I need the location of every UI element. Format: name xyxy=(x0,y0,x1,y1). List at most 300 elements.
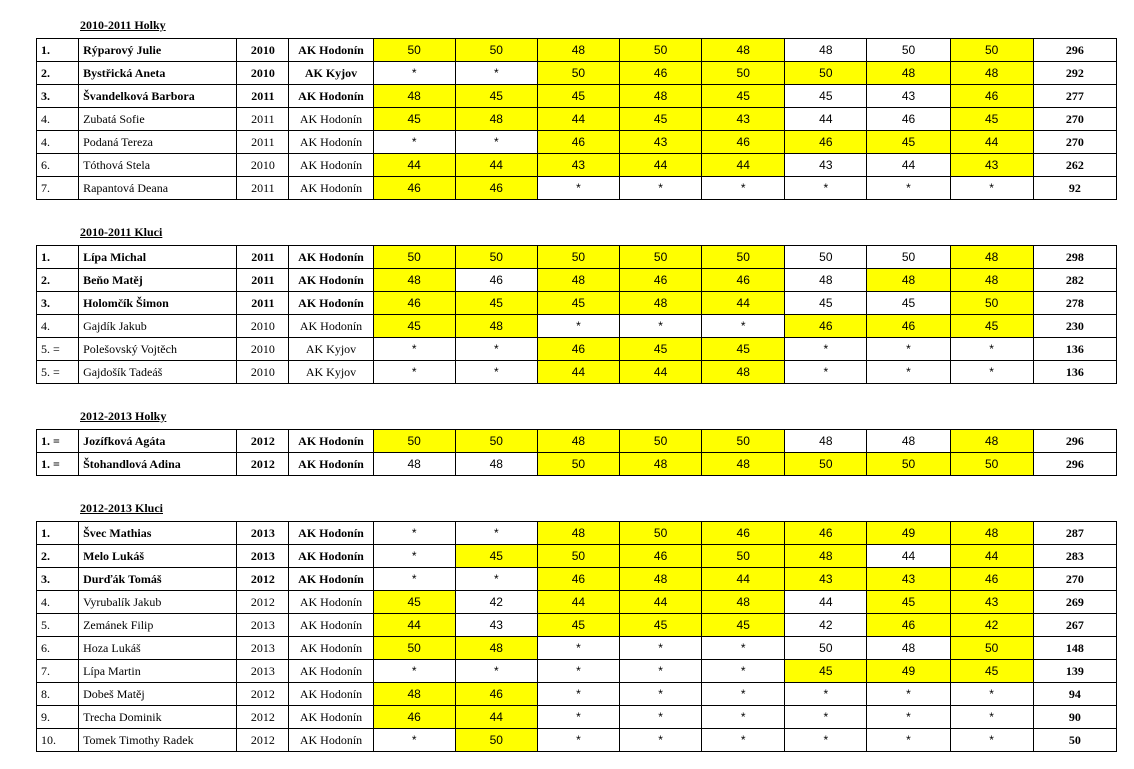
score-cell: 48 xyxy=(950,62,1033,85)
score-cell: * xyxy=(702,683,785,706)
score-cell: 50 xyxy=(950,39,1033,62)
club-cell: AK Hodonín xyxy=(289,706,373,729)
section-title: 2012-2013 Holky xyxy=(80,409,167,423)
score-cell: 48 xyxy=(620,85,702,108)
section-title: 2010-2011 Holky xyxy=(80,18,166,32)
score-cell: 48 xyxy=(785,39,867,62)
score-cell: 42 xyxy=(455,591,537,614)
score-cell: 50 xyxy=(537,453,619,476)
birth-year-cell: 2013 xyxy=(237,637,289,660)
table-row xyxy=(37,338,1117,361)
score-cell: 46 xyxy=(702,269,785,292)
score-cell: 46 xyxy=(785,315,867,338)
score-cell: 50 xyxy=(785,246,867,269)
score-cell: 48 xyxy=(867,62,950,85)
table-row xyxy=(37,131,1117,154)
score-cell: 46 xyxy=(785,131,867,154)
table-row xyxy=(37,545,1117,568)
total-cell: 283 xyxy=(1033,545,1116,568)
score-cell: 43 xyxy=(702,108,785,131)
score-cell: 48 xyxy=(537,430,619,453)
score-cell: 50 xyxy=(702,62,785,85)
club-cell: AK Hodonín xyxy=(289,131,373,154)
table-row xyxy=(37,269,1117,292)
athlete-name-cell: Bystřická Aneta xyxy=(79,62,237,85)
club-cell: AK Kyjov xyxy=(289,338,373,361)
score-cell: 48 xyxy=(702,361,785,384)
athlete-name-cell: Beňo Matěj xyxy=(79,269,237,292)
score-cell: 46 xyxy=(867,315,950,338)
total-cell: 287 xyxy=(1033,522,1116,545)
score-cell: 48 xyxy=(785,430,867,453)
score-cell: 45 xyxy=(702,614,785,637)
total-cell: 270 xyxy=(1033,131,1116,154)
rank-cell: 4. xyxy=(37,591,79,614)
total-cell: 270 xyxy=(1033,108,1116,131)
score-cell: * xyxy=(950,361,1033,384)
athlete-name-cell: Lípa Michal xyxy=(79,246,237,269)
athlete-name-cell: Dobeš Matěj xyxy=(79,683,237,706)
score-cell: * xyxy=(950,706,1033,729)
score-cell: 46 xyxy=(373,177,455,200)
score-cell: 44 xyxy=(537,591,619,614)
score-cell: 46 xyxy=(455,269,537,292)
rank-cell: 5. = xyxy=(37,338,79,361)
score-cell: 50 xyxy=(867,453,950,476)
score-cell: * xyxy=(373,361,455,384)
score-cell: 44 xyxy=(785,108,867,131)
athlete-name-cell: Gajdík Jakub xyxy=(79,315,237,338)
total-cell: 92 xyxy=(1033,177,1116,200)
score-cell: 48 xyxy=(455,637,537,660)
score-cell: 46 xyxy=(702,522,785,545)
score-cell: 44 xyxy=(950,131,1033,154)
score-cell: 48 xyxy=(373,453,455,476)
score-cell: 44 xyxy=(373,614,455,637)
score-cell: 44 xyxy=(620,591,702,614)
score-cell: 50 xyxy=(537,545,619,568)
score-cell: 48 xyxy=(373,683,455,706)
rank-cell: 9. xyxy=(37,706,79,729)
total-cell: 278 xyxy=(1033,292,1116,315)
score-cell: * xyxy=(455,338,537,361)
score-cell: * xyxy=(373,660,455,683)
rank-cell: 8. xyxy=(37,683,79,706)
birth-year-cell: 2010 xyxy=(237,62,289,85)
score-cell: 46 xyxy=(867,614,950,637)
athlete-name-cell: Hoza Lukáš xyxy=(79,637,237,660)
club-cell: AK Kyjov xyxy=(289,361,373,384)
athlete-name-cell: Gajdošík Tadeáš xyxy=(79,361,237,384)
club-cell: AK Hodonín xyxy=(289,522,373,545)
score-cell: * xyxy=(867,177,950,200)
score-cell: 44 xyxy=(537,108,619,131)
score-cell: 50 xyxy=(785,453,867,476)
score-cell: 44 xyxy=(620,361,702,384)
score-cell: 48 xyxy=(373,85,455,108)
score-cell: * xyxy=(373,568,455,591)
rank-cell: 3. xyxy=(37,568,79,591)
score-cell: 48 xyxy=(867,269,950,292)
total-cell: 262 xyxy=(1033,154,1116,177)
score-cell: 46 xyxy=(785,522,867,545)
club-cell: AK Hodonín xyxy=(289,269,373,292)
score-cell: 45 xyxy=(620,338,702,361)
score-cell: 45 xyxy=(620,108,702,131)
table-row xyxy=(37,39,1117,62)
score-cell: 50 xyxy=(373,430,455,453)
score-cell: 48 xyxy=(867,637,950,660)
score-cell: 48 xyxy=(455,108,537,131)
total-cell: 267 xyxy=(1033,614,1116,637)
score-cell: 45 xyxy=(785,660,867,683)
score-cell: * xyxy=(620,660,702,683)
birth-year-cell: 2011 xyxy=(237,246,289,269)
athlete-name-cell: Jozífková Agáta xyxy=(79,430,237,453)
score-cell: * xyxy=(537,660,619,683)
score-cell: 46 xyxy=(537,568,619,591)
score-cell: * xyxy=(950,683,1033,706)
score-cell: 45 xyxy=(702,85,785,108)
table-row xyxy=(37,637,1117,660)
score-cell: 44 xyxy=(702,568,785,591)
total-cell: 136 xyxy=(1033,338,1116,361)
athlete-name-cell: Trecha Dominik xyxy=(79,706,237,729)
athlete-name-cell: Rýparový Julie xyxy=(79,39,237,62)
rank-cell: 4. xyxy=(37,131,79,154)
athlete-name-cell: Zemánek Filip xyxy=(79,614,237,637)
score-cell: * xyxy=(455,568,537,591)
score-cell: 46 xyxy=(373,706,455,729)
birth-year-cell: 2012 xyxy=(237,453,289,476)
birth-year-cell: 2012 xyxy=(237,568,289,591)
score-cell: * xyxy=(373,545,455,568)
table-row xyxy=(37,246,1117,269)
club-cell: AK Hodonín xyxy=(289,39,373,62)
score-cell: * xyxy=(867,706,950,729)
score-cell: 45 xyxy=(537,85,619,108)
rank-cell: 6. xyxy=(37,637,79,660)
score-cell: * xyxy=(455,522,537,545)
score-cell: 44 xyxy=(785,591,867,614)
score-cell: 48 xyxy=(455,315,537,338)
score-cell: * xyxy=(702,660,785,683)
rank-cell: 1. = xyxy=(37,453,79,476)
score-cell: 46 xyxy=(867,108,950,131)
score-cell: 50 xyxy=(950,637,1033,660)
score-cell: 45 xyxy=(455,85,537,108)
score-cell: 50 xyxy=(785,637,867,660)
score-cell: 50 xyxy=(455,246,537,269)
score-cell: * xyxy=(620,683,702,706)
score-cell: 45 xyxy=(373,315,455,338)
score-cell: * xyxy=(620,637,702,660)
score-cell: * xyxy=(867,683,950,706)
rank-cell: 2. xyxy=(37,269,79,292)
score-cell: * xyxy=(950,338,1033,361)
table-row xyxy=(37,591,1117,614)
table-row xyxy=(37,729,1117,752)
score-cell: 45 xyxy=(950,660,1033,683)
total-cell: 90 xyxy=(1033,706,1116,729)
section-title: 2012-2013 Kluci xyxy=(80,501,163,515)
total-cell: 270 xyxy=(1033,568,1116,591)
score-cell: 50 xyxy=(455,729,537,752)
table-row xyxy=(37,522,1117,545)
score-cell: 50 xyxy=(785,62,867,85)
results-table xyxy=(36,245,1117,384)
score-cell: 43 xyxy=(867,568,950,591)
score-cell: 45 xyxy=(867,131,950,154)
score-cell: 48 xyxy=(950,269,1033,292)
athlete-name-cell: Polešovský Vojtěch xyxy=(79,338,237,361)
score-cell: * xyxy=(537,729,619,752)
rank-cell: 7. xyxy=(37,660,79,683)
rank-cell: 5. = xyxy=(37,361,79,384)
birth-year-cell: 2010 xyxy=(237,338,289,361)
score-cell: * xyxy=(785,177,867,200)
table-row xyxy=(37,85,1117,108)
score-cell: * xyxy=(455,131,537,154)
score-cell: 48 xyxy=(785,269,867,292)
score-cell: 48 xyxy=(620,453,702,476)
club-cell: AK Hodonín xyxy=(289,637,373,660)
table-row xyxy=(37,315,1117,338)
results-table xyxy=(36,429,1117,476)
athlete-name-cell: Švec Mathias xyxy=(79,522,237,545)
score-cell: * xyxy=(867,338,950,361)
athlete-name-cell: Melo Lukáš xyxy=(79,545,237,568)
total-cell: 230 xyxy=(1033,315,1116,338)
score-cell: 44 xyxy=(620,154,702,177)
club-cell: AK Hodonín xyxy=(289,292,373,315)
score-cell: 49 xyxy=(867,522,950,545)
score-cell: 43 xyxy=(785,154,867,177)
table-row xyxy=(37,683,1117,706)
score-cell: 48 xyxy=(950,246,1033,269)
score-cell: 50 xyxy=(455,39,537,62)
athlete-name-cell: Holomčík Šimon xyxy=(79,292,237,315)
score-cell: 42 xyxy=(950,614,1033,637)
table-row xyxy=(37,568,1117,591)
athlete-name-cell: Tomek Timothy Radek xyxy=(79,729,237,752)
total-cell: 298 xyxy=(1033,246,1116,269)
birth-year-cell: 2011 xyxy=(237,85,289,108)
score-cell: 42 xyxy=(785,614,867,637)
athlete-name-cell: Podaná Tereza xyxy=(79,131,237,154)
results-table xyxy=(36,38,1117,200)
athlete-name-cell: Zubatá Sofie xyxy=(79,108,237,131)
total-cell: 50 xyxy=(1033,729,1116,752)
score-cell: 45 xyxy=(373,591,455,614)
total-cell: 296 xyxy=(1033,430,1116,453)
rank-cell: 1. xyxy=(37,522,79,545)
score-cell: * xyxy=(455,361,537,384)
score-cell: * xyxy=(537,706,619,729)
rank-cell: 2. xyxy=(37,62,79,85)
score-cell: 50 xyxy=(373,246,455,269)
score-cell: * xyxy=(537,683,619,706)
score-cell: 50 xyxy=(950,292,1033,315)
table-row xyxy=(37,361,1117,384)
total-cell: 94 xyxy=(1033,683,1116,706)
birth-year-cell: 2013 xyxy=(237,614,289,637)
club-cell: AK Hodonín xyxy=(289,108,373,131)
score-cell: 43 xyxy=(867,85,950,108)
club-cell: AK Hodonín xyxy=(289,729,373,752)
score-cell: 43 xyxy=(950,154,1033,177)
score-cell: 44 xyxy=(373,154,455,177)
score-cell: * xyxy=(373,131,455,154)
score-cell: * xyxy=(537,177,619,200)
rank-cell: 10. xyxy=(37,729,79,752)
score-cell: 50 xyxy=(702,545,785,568)
score-cell: * xyxy=(537,637,619,660)
birth-year-cell: 2010 xyxy=(237,315,289,338)
score-cell: * xyxy=(785,729,867,752)
score-cell: 43 xyxy=(620,131,702,154)
score-cell: * xyxy=(373,62,455,85)
score-cell: 44 xyxy=(455,706,537,729)
score-cell: * xyxy=(455,660,537,683)
athlete-name-cell: Rapantová Deana xyxy=(79,177,237,200)
score-cell: 46 xyxy=(537,131,619,154)
score-cell: 43 xyxy=(950,591,1033,614)
club-cell: AK Kyjov xyxy=(289,62,373,85)
total-cell: 296 xyxy=(1033,453,1116,476)
score-cell: 50 xyxy=(620,522,702,545)
score-cell: 48 xyxy=(537,522,619,545)
score-cell: * xyxy=(785,683,867,706)
rank-cell: 7. xyxy=(37,177,79,200)
score-cell: 46 xyxy=(620,62,702,85)
score-cell: 46 xyxy=(455,177,537,200)
athlete-name-cell: Tóthová Stela xyxy=(79,154,237,177)
score-cell: 45 xyxy=(455,292,537,315)
club-cell: AK Hodonín xyxy=(289,154,373,177)
score-cell: * xyxy=(702,315,785,338)
birth-year-cell: 2011 xyxy=(237,177,289,200)
athlete-name-cell: Švandelková Barbora xyxy=(79,85,237,108)
rank-cell: 1. xyxy=(37,246,79,269)
score-cell: 44 xyxy=(950,545,1033,568)
birth-year-cell: 2011 xyxy=(237,292,289,315)
table-row xyxy=(37,62,1117,85)
table-row xyxy=(37,108,1117,131)
score-cell: 49 xyxy=(867,660,950,683)
score-cell: * xyxy=(702,637,785,660)
score-cell: 50 xyxy=(373,637,455,660)
rank-cell: 1. = xyxy=(37,430,79,453)
rank-cell: 4. xyxy=(37,315,79,338)
birth-year-cell: 2011 xyxy=(237,131,289,154)
total-cell: 282 xyxy=(1033,269,1116,292)
score-cell: 48 xyxy=(785,545,867,568)
score-cell: 46 xyxy=(373,292,455,315)
table-row xyxy=(37,177,1117,200)
score-cell: 46 xyxy=(702,131,785,154)
rank-cell: 6. xyxy=(37,154,79,177)
score-cell: 48 xyxy=(373,269,455,292)
score-cell: 43 xyxy=(455,614,537,637)
table-row xyxy=(37,660,1117,683)
total-cell: 296 xyxy=(1033,39,1116,62)
section-title: 2010-2011 Kluci xyxy=(80,225,163,239)
score-cell: 45 xyxy=(455,545,537,568)
score-cell: 45 xyxy=(620,614,702,637)
score-cell: 45 xyxy=(702,338,785,361)
score-cell: * xyxy=(867,361,950,384)
score-cell: 46 xyxy=(950,85,1033,108)
club-cell: AK Hodonín xyxy=(289,85,373,108)
score-cell: 45 xyxy=(785,85,867,108)
score-cell: * xyxy=(950,729,1033,752)
score-cell: 48 xyxy=(702,453,785,476)
birth-year-cell: 2013 xyxy=(237,545,289,568)
rank-cell: 4. xyxy=(37,108,79,131)
score-cell: 44 xyxy=(702,154,785,177)
birth-year-cell: 2011 xyxy=(237,108,289,131)
score-cell: 50 xyxy=(537,246,619,269)
score-cell: 45 xyxy=(950,108,1033,131)
total-cell: 148 xyxy=(1033,637,1116,660)
score-cell: 50 xyxy=(702,430,785,453)
athlete-name-cell: Štohandlová Adina xyxy=(79,453,237,476)
score-cell: * xyxy=(785,338,867,361)
birth-year-cell: 2012 xyxy=(237,683,289,706)
score-cell: 50 xyxy=(867,246,950,269)
birth-year-cell: 2011 xyxy=(237,269,289,292)
score-cell: 48 xyxy=(702,591,785,614)
total-cell: 269 xyxy=(1033,591,1116,614)
score-cell: 43 xyxy=(537,154,619,177)
club-cell: AK Hodonín xyxy=(289,614,373,637)
score-cell: * xyxy=(785,706,867,729)
table-row xyxy=(37,706,1117,729)
score-cell: 50 xyxy=(867,39,950,62)
score-cell: 46 xyxy=(537,338,619,361)
score-cell: 48 xyxy=(620,292,702,315)
score-cell: 48 xyxy=(950,522,1033,545)
birth-year-cell: 2010 xyxy=(237,154,289,177)
score-cell: 48 xyxy=(620,568,702,591)
score-cell: 44 xyxy=(867,545,950,568)
score-cell: 48 xyxy=(702,39,785,62)
club-cell: AK Hodonín xyxy=(289,453,373,476)
score-cell: * xyxy=(867,729,950,752)
score-cell: 45 xyxy=(867,292,950,315)
score-cell: 45 xyxy=(373,108,455,131)
club-cell: AK Hodonín xyxy=(289,545,373,568)
club-cell: AK Hodonín xyxy=(289,660,373,683)
score-cell: 50 xyxy=(620,246,702,269)
score-cell: 50 xyxy=(950,453,1033,476)
rank-cell: 1. xyxy=(37,39,79,62)
score-cell: 48 xyxy=(537,39,619,62)
score-cell: 45 xyxy=(785,292,867,315)
club-cell: AK Hodonín xyxy=(289,246,373,269)
table-row xyxy=(37,453,1117,476)
table-row xyxy=(37,614,1117,637)
score-cell: 50 xyxy=(537,62,619,85)
score-cell: 44 xyxy=(702,292,785,315)
score-cell: * xyxy=(702,729,785,752)
score-cell: * xyxy=(373,338,455,361)
club-cell: AK Hodonín xyxy=(289,177,373,200)
score-cell: 46 xyxy=(620,269,702,292)
birth-year-cell: 2012 xyxy=(237,591,289,614)
score-cell: 45 xyxy=(537,614,619,637)
